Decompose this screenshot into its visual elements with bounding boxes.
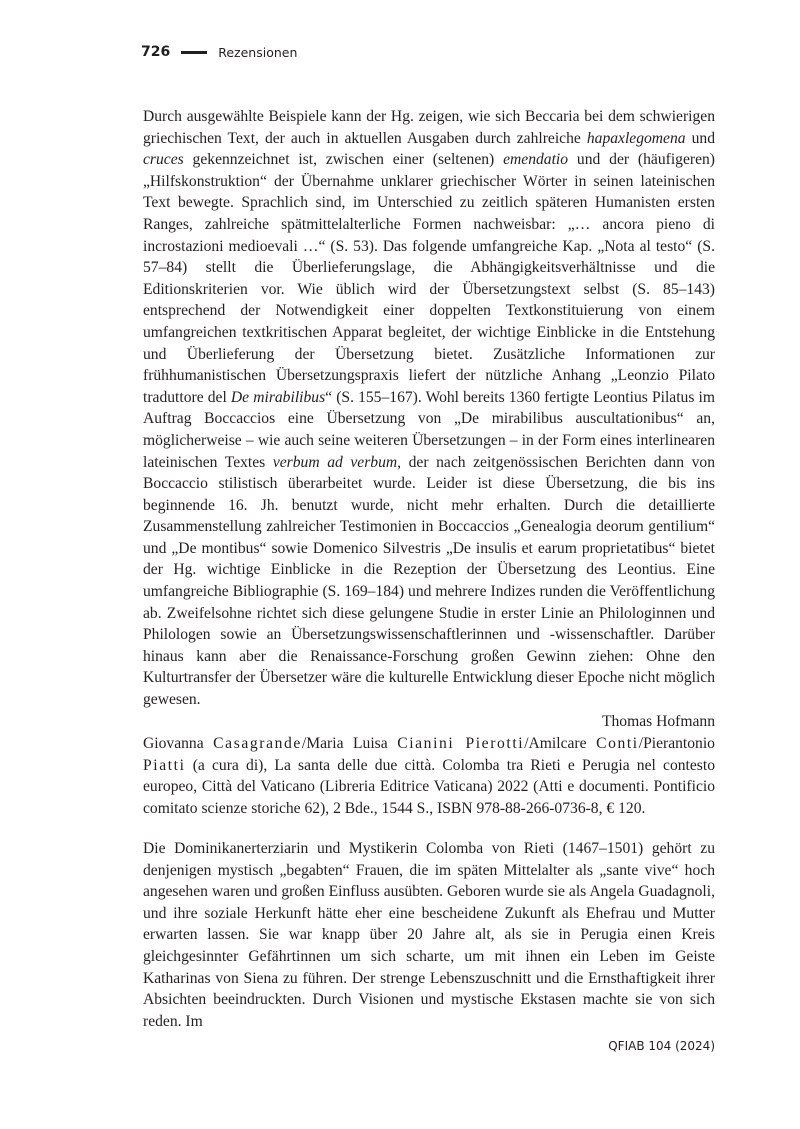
- author-cianini-pierotti: Cianini Pierotti: [397, 735, 525, 752]
- term-hapaxlegomena: hapaxlegomena: [586, 129, 686, 147]
- reviewer-name: Thomas Hofmann: [601, 712, 715, 730]
- author-conti: Conti: [596, 735, 639, 752]
- title-de-mirabilibus: De mirabilibus: [230, 388, 326, 406]
- review-2-text: [143, 838, 715, 1032]
- page-number: 726: [141, 44, 171, 60]
- term-cruces: cruces: [143, 151, 184, 169]
- term-verbum-ad-verbum: verbum ad verbum: [272, 453, 398, 471]
- review-1-paragraph: Durch ausgewählte Beispiele kann der Hg. zeigen, wie sich Beccaria bei dem schwierigen griechischen Text, der auch in aktuellen Ausgaben durch zahlreiche hapaxlegomena und cruces gekennzeichnet ist, zwischen einer (seltenen) emendatio und der (häufigeren) „Hilfskonstruktion“ der Übernahme unklarer griechischer Wörter in seinen lateinischen Text bewegte. Sprachlich sind, im Unterschied zu zeitlich späteren Humanisten ersten Ranges, zahlreiche spätmittelalterliche Formen nachweisbar: „… ancora pieno di incrostazioni medioevali …“ (S. 53). Das folgende umfangreiche Kap. „Nota al testo“ (S. 57–84) stellt die Überlieferungslage, die Abhängigkeitsverhältnisse und die Editionskriterien vor. Wie üblich wird der Übersetzungstext selbst (S. 85–143) entsprechend der Notwendigkeit einer doppelten Textkonstituierung von einem umfangreichen textkritischen Apparat begleitet, der wichtige Einblicke in die Entstehung und Überlieferung der Übersetzung bietet. Zusätzliche Informationen zur frühhumanistischen Übersetzungspraxis liefert der nützliche Anhang „Leonzio Pilato traduttore del De mirabilibus“ (S. 155–167). Wohl bereits 1360 fertigte Leontius Pilatus im Auftrag Boccaccios eine Übersetzung von „De mirabilibus auscultationibus“ an, möglicherweise – wie auch seine weiteren Übersetzungen – in der Form eines interlinearen lateinischen Textes verbum ad verbum, der nach zeitgenössischen Berichten dann von Boccaccio stilistisch überarbeitet wurde. Leider ist diese Übersetzung, die bis ins beginnende 16. Jh. benutzt wurde, nicht mehr erhalten. Durch die detaillierte Zusammenstellung zahlreicher Testimonien in Boccaccios „Genealogia deorum gentilium“ und „De montibus“ sowie Domenico Silvestris „De insulis et earum proprietatibus“ bietet der Hg. wichtige Einblicke in die Rezeption der Übersetzung des Leontius. Eine umfangreiche Bibliographie (S. 169–184) und mehrere Indizes runden die Veröffentlichung ab. Zweifelsohne richtet sich diese gelungene Studie in erster Linie an Philologinnen und Philologen sowie an Übersetzungswissenschaftlerinnen und -wissenschaftler. Darüber hinaus kann aber die Renaissance-Forschung großen Gewinn ziehen: Ohne den Kulturtransfer der Übersetzer wäre die kulturelle Entwicklung dieser Epoche nicht möglich gewesen.: [143, 108, 716, 709]
- header-rule: [181, 51, 207, 54]
- reviewer-line: [143, 711, 715, 733]
- author-casagrande: Casagrande: [213, 735, 302, 752]
- review-2-citation: [143, 733, 715, 819]
- review-1-text: [143, 106, 715, 732]
- review-2-paragraph: Die Dominikanerterziarin und Mystikerin Colomba von Rieti (1467–1501) gehört zu denjenigen mystisch „begabten“ Frauen, die im späten Mittelalter als „sante vive“ hoch angesehen waren und großen Einfluss ausübten. Geboren wurde sie als Angela Guadagnoli, und ihre soziale Herkunft hätte eher eine bescheidene Zukunft als Ehefrau und Mutter erwarten lassen. Sie war knapp über 20 Jahre alt, als sie in Perugia einen Kreis gleichgesinnter Gefährtinnen um sich scharte, um mit ihnen ein Leben im Geiste Katharinas von Siena zu führen. Der strenge Lebenszuschnitt und die Ernsthaftigkeit ihrer Absichten beeindruckten. Durch Visionen und mystische Ekstasen machte sie von sich reden. Im: [143, 840, 715, 1030]
- section-title: Rezensionen: [218, 44, 298, 60]
- running-header: [141, 44, 297, 60]
- term-emendatio: emendatio: [503, 151, 569, 169]
- citation-paragraph: Giovanna Casagrande/Maria Luisa Cianini Pierotti/Amilcare Conti/Pierantonio Piatti (a cura di), La santa delle due città. Colomba tra Rieti e Perugia nel contesto europeo, Città del Vaticano (Libreria Editrice Vaticana) 2022 (Atti e documenti. Pontificio comitato scienze storiche 62), 2 Bde., 1544 S., ISBN 978-88-266-0736-8, € 120.: [143, 735, 715, 817]
- author-piatti: Piatti: [143, 756, 186, 774]
- journal-footer: QFIAB 104 (2024): [608, 1039, 715, 1053]
